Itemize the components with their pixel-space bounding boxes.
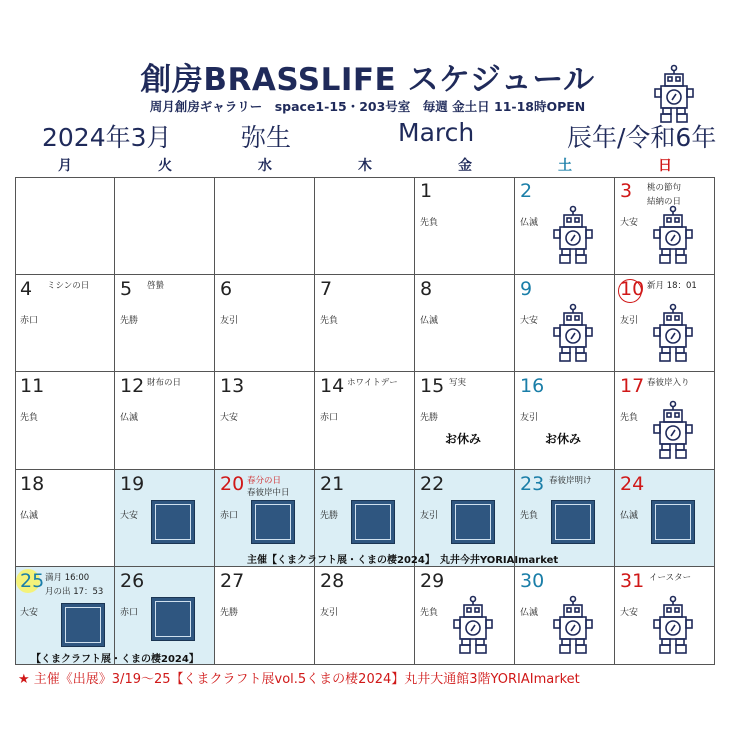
day-cell-18[interactable]	[15, 470, 115, 568]
robot-mascot-icon	[652, 400, 694, 462]
day-note: 春彼岸明け	[549, 475, 592, 486]
day-cell-4[interactable]	[15, 275, 115, 373]
bear-stamp-icon	[451, 500, 495, 544]
closed-label: お休み	[545, 432, 582, 447]
day-cell-9[interactable]	[515, 275, 615, 373]
rokuyo: 仏滅	[420, 315, 439, 326]
weekday-sat: 土	[558, 158, 572, 174]
rokuyo: 友引	[620, 315, 639, 326]
calendar-grid	[15, 177, 715, 665]
rokuyo: 仏滅	[20, 510, 39, 521]
robot-mascot-icon	[552, 205, 594, 267]
day-note: 春彼岸入り	[647, 378, 690, 389]
day-number: 18	[20, 472, 45, 495]
rokuyo: 仏滅	[520, 218, 539, 228]
day-number: 30	[520, 570, 545, 593]
day-cell-6[interactable]	[215, 275, 315, 373]
rokuyo: 先負	[320, 315, 339, 326]
event-banner-week5: 【くまクラフト展・くまの棲2024】	[31, 654, 199, 665]
bear-stamp-icon	[151, 597, 195, 641]
rokuyo: 大安	[120, 510, 139, 521]
day-number: 15	[420, 375, 445, 398]
day-note: 新月 18：01	[647, 280, 697, 291]
rokuyo: 先勝	[220, 608, 239, 619]
rokuyo: 大安	[620, 218, 639, 228]
day-cell-3[interactable]	[615, 177, 715, 275]
year-month: 2024年3月	[42, 123, 172, 152]
closed-label: お休み	[445, 432, 482, 447]
robot-mascot-icon	[452, 595, 494, 657]
event-banner: 主催【くまクラフト展・くまの棲2024】 丸井今井YORIAImarket	[247, 555, 559, 566]
rokuyo: 仏滅	[120, 413, 139, 424]
rokuyo: 赤口	[320, 413, 339, 424]
day-note: 桃の節句	[647, 183, 682, 193]
day-number: 2	[520, 180, 533, 202]
day-cell-27[interactable]	[215, 567, 315, 665]
day-number: 19	[120, 472, 145, 495]
day-cell-12[interactable]	[115, 372, 215, 470]
day-number: 21	[320, 472, 345, 495]
weekday-wed: 水	[258, 158, 272, 174]
page-title: 創房BRASSLIFE スケジュール	[140, 62, 595, 98]
day-number: 9	[520, 277, 533, 300]
weekday-sun: 日	[658, 158, 672, 174]
day-number: 11	[20, 375, 45, 398]
day-number: 29	[420, 570, 445, 593]
day-cell-16[interactable]	[515, 372, 615, 470]
day-cell-8[interactable]	[415, 275, 515, 373]
bear-stamp-icon	[551, 500, 595, 544]
day-number: 8	[420, 277, 433, 300]
day-number: 12	[120, 375, 145, 398]
robot-mascot-icon	[648, 64, 700, 126]
rokuyo: 先負	[20, 413, 39, 424]
rokuyo: 友引	[520, 413, 539, 424]
day-number: 10	[620, 277, 645, 300]
rokuyo: 先勝	[120, 315, 139, 326]
era: 辰年/令和6年	[567, 123, 717, 152]
bear-stamp-icon	[351, 500, 395, 544]
weekday-fri: 金	[458, 158, 472, 174]
day-cell-11[interactable]	[15, 372, 115, 470]
rokuyo: 大安	[20, 608, 39, 619]
day-number: 17	[620, 375, 645, 398]
rokuyo: 赤口	[120, 608, 139, 619]
day-cell-5[interactable]	[115, 275, 215, 373]
day-number: 5	[120, 277, 133, 300]
day-cell-empty	[15, 177, 115, 275]
day-note: 財布の日	[147, 378, 182, 389]
month-english: March	[398, 118, 475, 147]
robot-mascot-icon	[552, 595, 594, 657]
bear-stamp-icon	[61, 603, 105, 647]
rokuyo: 大安	[520, 315, 539, 326]
day-note-2: 結納の日	[647, 197, 682, 207]
day-number: 28	[320, 570, 345, 593]
day-number: 24	[620, 472, 645, 495]
day-note: イースター	[649, 573, 692, 584]
rokuyo: 先負	[420, 608, 439, 619]
day-number: 1	[420, 180, 433, 202]
day-number: 7	[320, 277, 333, 300]
day-cell-empty	[315, 177, 415, 275]
day-number: 27	[220, 570, 245, 593]
day-note: 啓蟄	[147, 280, 165, 291]
day-cell-30[interactable]	[515, 567, 615, 665]
rokuyo: 友引	[220, 315, 239, 326]
day-number: 6	[220, 277, 233, 300]
day-number: 22	[420, 472, 445, 495]
day-number: 4	[20, 277, 33, 300]
rokuyo: 大安	[220, 413, 239, 424]
day-number: 20	[220, 472, 245, 495]
day-cell-2[interactable]	[515, 177, 615, 275]
rokuyo: 赤口	[20, 315, 39, 326]
day-number: 14	[320, 375, 345, 398]
footer-event-note: ★ 主催《出展》3/19～25【くまクラフト展vol.5くまの棲2024】丸井大通館3階YORIAImarket	[18, 672, 580, 687]
weekday-tue: 火	[158, 158, 172, 174]
robot-mascot-icon	[552, 303, 594, 365]
day-note-2: 月の出 17：53	[45, 587, 104, 598]
weekday-thu: 木	[358, 158, 372, 174]
rokuyo: 大安	[620, 608, 639, 619]
calendar-header	[0, 118, 735, 154]
day-cell-7[interactable]	[315, 275, 415, 373]
robot-mascot-icon	[652, 595, 694, 657]
day-number: 23	[520, 472, 545, 495]
rokuyo: 友引	[320, 608, 339, 619]
rokuyo: 仏滅	[620, 510, 639, 521]
rokuyo: 先勝	[320, 510, 339, 521]
day-cell-15[interactable]	[415, 372, 515, 470]
page-subtitle: 周月創房ギャラリー space1-15・203号室 毎週 金土日 11-18時OPEN	[149, 99, 586, 114]
bear-stamp-icon	[251, 500, 295, 544]
day-note: ミシンの日	[47, 280, 90, 291]
day-cell-10[interactable]	[615, 275, 715, 373]
day-number: 31	[620, 570, 645, 593]
rokuyo: 先負	[420, 218, 439, 228]
day-number: 16	[520, 375, 545, 398]
day-note-2: 春彼岸中日	[247, 487, 290, 498]
day-cell-1[interactable]	[415, 177, 515, 275]
month-japanese: 弥生	[241, 123, 292, 152]
day-cell-13[interactable]	[215, 372, 315, 470]
day-number: 13	[220, 375, 245, 398]
day-cell-31[interactable]	[615, 567, 715, 665]
rokuyo: 先負	[620, 413, 639, 424]
day-cell-29[interactable]	[415, 567, 515, 665]
rokuyo: 赤口	[220, 510, 239, 521]
day-number: 26	[120, 570, 145, 593]
rokuyo: 先勝	[420, 413, 439, 424]
day-number: 25	[20, 570, 45, 593]
rokuyo: 友引	[420, 510, 439, 521]
day-note: 満月 16:00	[45, 573, 90, 584]
rokuyo: 仏滅	[520, 608, 539, 619]
bear-stamp-icon	[151, 500, 195, 544]
day-cell-empty	[215, 177, 315, 275]
day-cell-14[interactable]	[315, 372, 415, 470]
day-note: 春分の日	[247, 475, 282, 486]
day-number: 3	[620, 180, 633, 202]
day-cell-19[interactable]	[115, 470, 215, 568]
day-cell-empty	[115, 177, 215, 275]
day-note: ホワイトデー	[347, 378, 398, 389]
day-cell-24[interactable]	[615, 470, 715, 568]
day-note: 写実	[449, 378, 467, 389]
day-cell-28[interactable]	[315, 567, 415, 665]
robot-mascot-icon	[652, 205, 694, 267]
robot-mascot-icon	[652, 303, 694, 365]
day-cell-17[interactable]	[615, 372, 715, 470]
rokuyo: 先負	[520, 510, 539, 521]
weekday-mon: 月	[58, 158, 72, 174]
bear-stamp-icon	[651, 500, 695, 544]
